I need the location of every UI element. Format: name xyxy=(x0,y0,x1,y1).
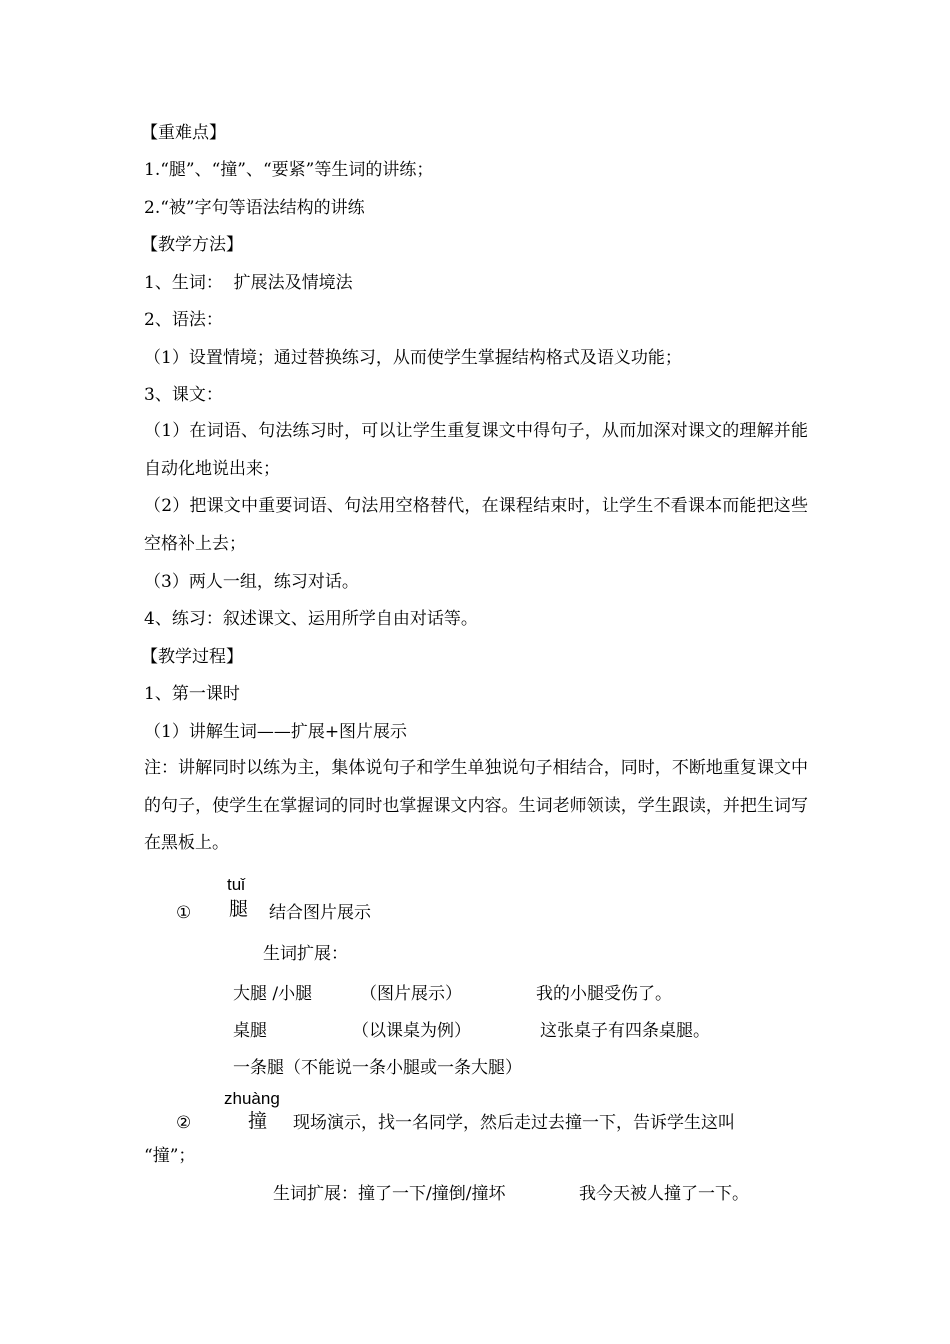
key-point-item-1: 1.“腿”、“撞”、“要紧”等生词的讲练； xyxy=(144,160,434,180)
method-grammar: 2、语法： xyxy=(144,310,223,330)
key-points-heading: 【重难点】 xyxy=(141,123,226,143)
word1-row2-example: 这张桌子有四条桌腿。 xyxy=(540,1021,710,1041)
word1-row1-example: 我的小腿受伤了。 xyxy=(536,984,672,1004)
word1-method: 结合图片展示 xyxy=(269,903,371,923)
method-grammar-item: （1）设置情境；通过替换练习，从而使学生掌握结构格式及语义功能； xyxy=(144,348,682,368)
word1-row2-note: （以课桌为例） xyxy=(352,1021,471,1041)
method-practice: 4、练习：叙述课文、运用所学自由对话等。 xyxy=(144,609,478,629)
word1-char: 腿 xyxy=(229,898,249,920)
word1-row1-note: （图片展示） xyxy=(360,984,462,1004)
word1-expand-label: 生词扩展： xyxy=(263,944,348,964)
word1-row2-word: 桌腿 xyxy=(233,1021,267,1041)
word1-row1-word: 大腿 /小腿 xyxy=(233,984,313,1004)
word2-char: 撞 xyxy=(248,1110,268,1132)
method-vocab: 1、生词： 扩展法及情境法 xyxy=(144,273,353,293)
method-text: 3、课文： xyxy=(144,385,223,405)
word2-example: 我今天被人撞了一下。 xyxy=(579,1184,749,1204)
process-lesson-1: 1、第一课时 xyxy=(144,684,240,704)
methods-heading: 【教学方法】 xyxy=(141,235,243,255)
method-text-item-2: （2）把课文中重要词语、句法用空格替代，在课程结束时，让学生不看课本而能把这些空格补上去； xyxy=(144,496,808,554)
word2-method-line1: 现场演示，找一名同学，然后走过去撞一下，告诉学生这叫 xyxy=(293,1113,735,1133)
method-text-item-3: （3）两人一组，练习对话。 xyxy=(144,572,359,592)
process-heading: 【教学过程】 xyxy=(141,647,243,667)
word1-pinyin: tuǐ xyxy=(227,875,245,894)
key-point-item-2: 2.“被”字句等语法结构的讲练 xyxy=(144,198,365,218)
word2-pinyin: zhuàng xyxy=(224,1089,280,1108)
word2-number: ② xyxy=(176,1113,192,1133)
process-note: 注：讲解同时以练为主，集体说句子和学生单独说句子相结合，同时，不断地重复课文中的句子，使学生在掌握词的同时也掌握课文内容。生词老师领读，学生跟读，并把生词写在黑板上。 xyxy=(144,758,808,853)
method-text-item-1: （1）在词语、句法练习时，可以让学生重复课文中得句子，从而加深对课文的理解并能自动化地说出来； xyxy=(144,421,808,479)
word2-expand: 生词扩展：撞了一下/撞倒/撞坏 xyxy=(273,1184,506,1204)
word2-method-line2: “撞”； xyxy=(144,1146,196,1166)
word1-row3: 一条腿（不能说一条小腿或一条大腿） xyxy=(233,1058,522,1078)
process-step-1: （1）讲解生词——扩展+图片展示 xyxy=(144,722,408,742)
word1-number: ① xyxy=(176,903,192,923)
